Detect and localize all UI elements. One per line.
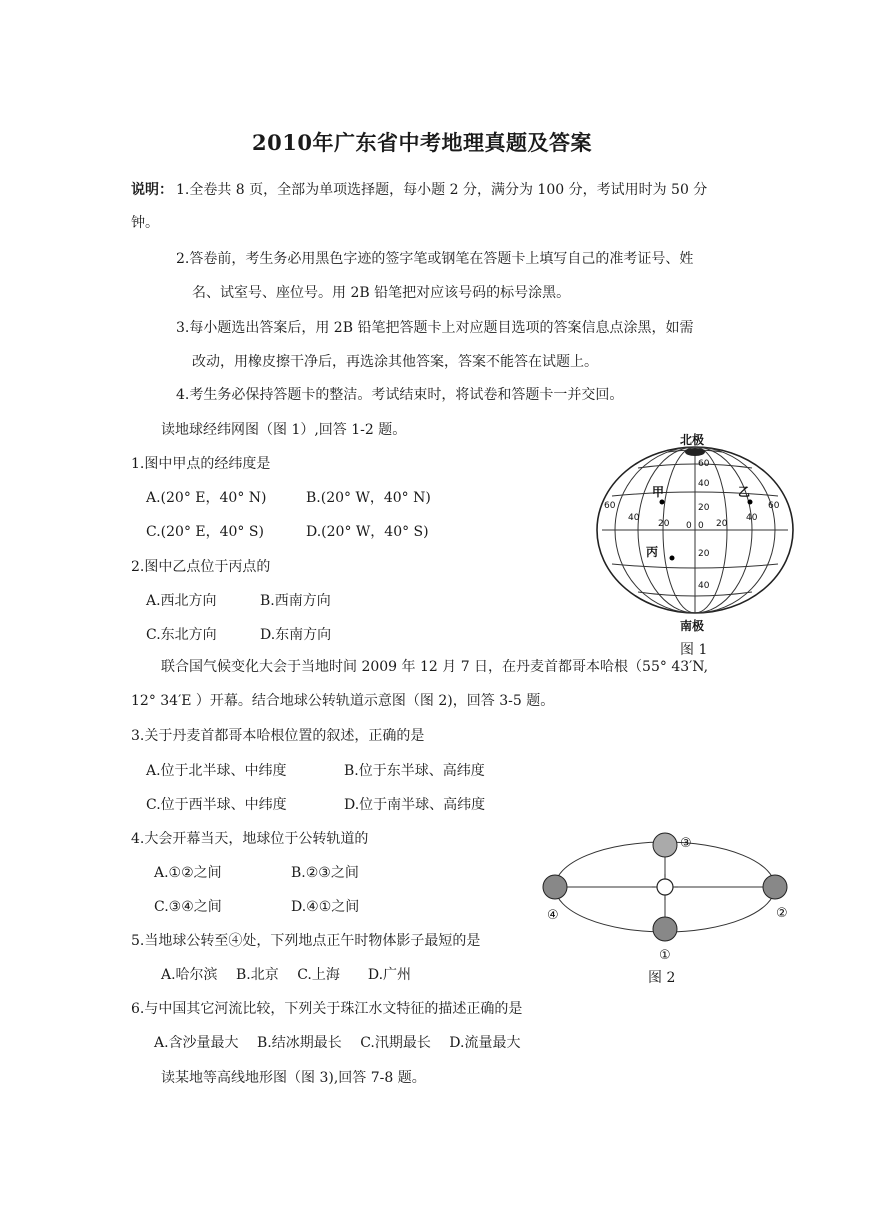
q1-option-d: D.(20° W，40° S) (306, 524, 429, 540)
instruction-2: 2.答卷前，考生务必用黑色字迹的签字笔或钢笔在答题卡上填写自己的准考证号、姓 (176, 251, 694, 267)
q2-option-c: C.东北方向 (146, 627, 217, 643)
q1-option-c: C.(20° E，40° S) (146, 524, 264, 540)
figure-2-orbit (533, 825, 803, 960)
q1-stem: 1.图中甲点的经纬度是 (131, 456, 271, 472)
fig1-lat-label: 0 (698, 521, 704, 531)
intro-q1-2: 读地球经纬网图（图 1）,回答 1-2 题。 (161, 422, 407, 438)
fig1-lon-label: 60 (604, 501, 616, 511)
q4-stem: 4.大会开幕当天，地球位于公转轨道的 (131, 831, 369, 847)
q2-option-a: A.西北方向 (146, 593, 217, 609)
q3-option-d: D.位于南半球、高纬度 (344, 797, 486, 813)
q3-option-b: B.位于东半球、高纬度 (344, 763, 485, 779)
q2-stem: 2.图中乙点位于丙点的 (131, 559, 271, 575)
fig1-point-yi: 乙 (738, 485, 751, 499)
q3-option-a: A.位于北半球、中纬度 (146, 763, 287, 779)
instructions-label: 说明： (131, 182, 173, 198)
instruction-4: 4.考生务必保持答题卡的整洁。考试结束时，将试卷和答题卡一并交回。 (176, 387, 624, 403)
fig1-lon-label: 0 (686, 521, 692, 531)
q2-option-d: D.东南方向 (260, 627, 332, 643)
q3-option-c: C.位于西半球、中纬度 (146, 797, 287, 813)
fig1-lon-label: 40 (628, 513, 640, 523)
figure-1-caption: 图 1 (680, 642, 708, 658)
fig2-position-1: ① (659, 948, 671, 960)
fig2-position-2: ② (776, 906, 788, 921)
page-title: 2010年广东省中考地理真题及答案 (252, 130, 592, 155)
fig1-point-jia: 甲 (652, 485, 665, 499)
intro-q7-8: 读某地等高线地形图（图 3),回答 7-8 题。 (161, 1070, 426, 1086)
q4-option-b: B.②③之间 (291, 865, 359, 881)
q5-stem: 5.当地球公转至④处，下列地点正午时物体影子最短的是 (131, 933, 481, 949)
instruction-3-cont: 改动，用橡皮擦干净后，再选涂其他答案，答案不能答在试题上。 (192, 354, 598, 370)
fig1-point-bing: 丙 (646, 545, 659, 559)
instruction-3: 3.每小题选出答案后，用 2B 铅笔把答题卡上对应题目选项的答案信息点涂黑，如需 (176, 320, 694, 336)
instruction-1: 1.全卷共 8 页，全部为单项选择题，每小题 2 分，满分为 100 分，考试用时为 50 分 (176, 182, 708, 198)
fig1-lat-label: 20 (698, 503, 710, 513)
fig1-lon-label: 20 (658, 519, 670, 529)
figure-2-caption: 图 2 (648, 970, 676, 986)
fig1-lat-label: 20 (698, 549, 710, 559)
q5-options: A.哈尔滨 B.北京 C.上海 D.广州 (161, 967, 412, 983)
fig1-lat-label: 60 (698, 459, 710, 469)
instruction-1-cont: 钟。 (131, 215, 159, 231)
q4-option-c: C.③④之间 (154, 899, 222, 915)
q4-option-d: D.④①之间 (291, 899, 360, 915)
fig1-lat-label: 40 (698, 479, 710, 489)
fig1-north-pole: 北极 (680, 433, 705, 447)
fig1-lat-label: 40 (698, 581, 710, 591)
fig1-lon-label: 40 (746, 513, 758, 523)
q6-options: A.含沙量最大 B.结冰期最长 C.汛期最长 D.流量最大 (154, 1035, 521, 1051)
instruction-2-cont: 名、试室号、座位号。用 2B 铅笔把对应该号码的标号涂黑。 (192, 285, 571, 301)
fig1-lon-label: 60 (768, 501, 780, 511)
q3-stem: 3.关于丹麦首都哥本哈根位置的叙述，正确的是 (131, 728, 425, 744)
figure-1-globe (590, 430, 805, 660)
q1-option-a: A.(20° E，40° N) (146, 490, 267, 506)
fig2-position-3: ③ (680, 836, 692, 851)
fig1-south-pole: 南极 (680, 619, 705, 633)
fig2-position-4: ④ (547, 908, 559, 923)
intro-q3-5-cont: 12° 34′E ）开幕。结合地球公转轨道示意图（图 2)，回答 3-5 题。 (131, 693, 555, 709)
fig1-lon-label: 20 (716, 519, 728, 529)
q2-option-b: B.西南方向 (260, 593, 331, 609)
q6-stem: 6.与中国其它河流比较，下列关于珠江水文特征的描述正确的是 (131, 1001, 523, 1017)
q1-option-b: B.(20° W，40° N) (306, 490, 431, 506)
q4-option-a: A.①②之间 (154, 865, 222, 881)
intro-q3-5: 联合国气候变化大会于当地时间 2009 年 12 月 7 日，在丹麦首都哥本哈根（55° 43′N, (161, 659, 709, 675)
